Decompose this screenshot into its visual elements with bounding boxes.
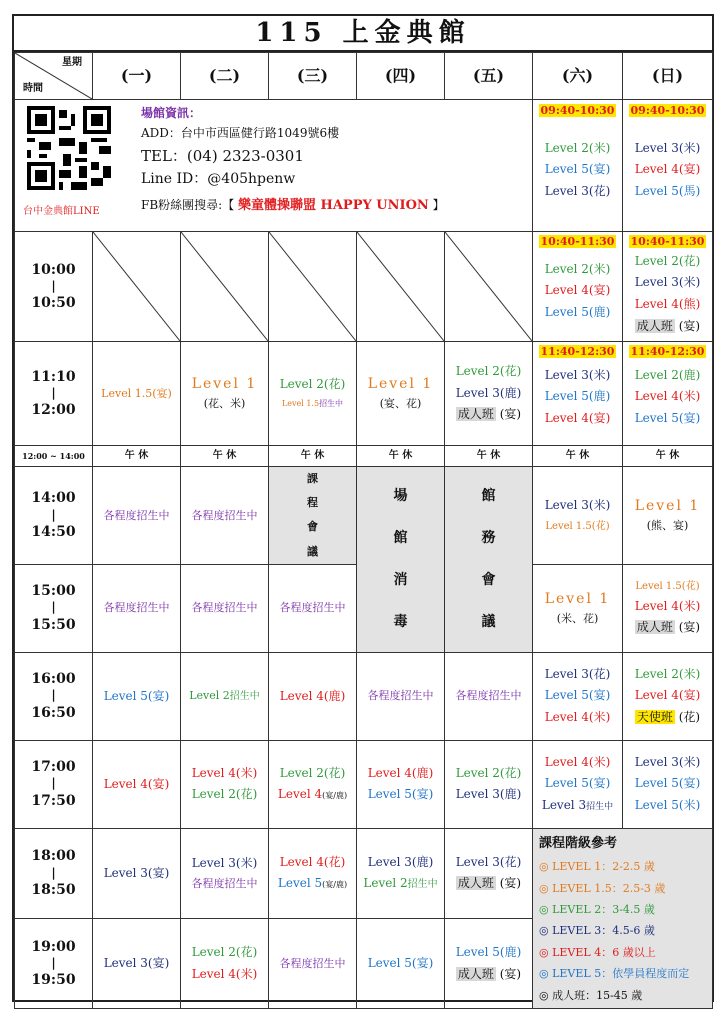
class-entry: Level 1 [191, 375, 258, 392]
class-entry: Level 4(宴) [634, 162, 701, 177]
class-entry: Level 5(宴) [544, 776, 611, 791]
angel-class: 天使班 [636, 710, 673, 725]
sun-1600: Level 2(米) Level 4(宴) 天使班 (花) [623, 652, 713, 740]
class-entry: Level 2(花) [634, 253, 701, 268]
class-entry: Level 3(米) [544, 498, 611, 513]
tue-1700 [181, 740, 269, 828]
day-sun: (日) [623, 53, 713, 100]
class-entry: Level 3(米) [634, 754, 701, 769]
qr-code-icon [27, 106, 111, 190]
fb-search [141, 195, 445, 216]
class-entry: Level 3(鹿) [455, 385, 522, 400]
mon-1900 [93, 918, 181, 1008]
lunch-label: 午 休 [269, 446, 357, 467]
day-tue: (二) [181, 53, 269, 100]
class-entry: Level 5(馬) [634, 183, 701, 198]
wed-1600 [269, 652, 357, 740]
day-sat: (六) [533, 53, 623, 100]
level-ref-item: ◎ LEVEL 3：4.5-6 歲 [539, 924, 655, 938]
class-entry: Level 1.5(花) [635, 580, 700, 592]
telephone: TEL：(04) 2323-0301 [141, 146, 304, 165]
row-1110 [15, 342, 713, 446]
thu-1800: Level 3(鹿) Level 2招生中 [357, 828, 445, 918]
schedule-sheet [12, 14, 714, 1002]
venue-info [15, 100, 533, 232]
class-entry: Level 5(宴) [367, 956, 434, 971]
class-entry: Level 4(宴) [103, 776, 170, 791]
row-1800 [15, 828, 713, 918]
recruiting: 各程度招生中 [93, 467, 181, 565]
empty-cell [93, 232, 181, 342]
slot-label: 10:40-11:30 [630, 235, 705, 248]
venue-disinfection: 場 館 消 毒 [357, 467, 445, 653]
adult-class: 成人班 [457, 966, 494, 981]
day-fri: (五) [445, 53, 533, 100]
line-id: Line ID：@405hpenw [141, 171, 296, 188]
sun-1400: Level 1 (熊、宴) [623, 467, 713, 565]
class-entry: Level 3(米) [634, 275, 701, 290]
time-1110: 11:10 | 12:00 [15, 342, 93, 446]
level-ref-item: ◎ LEVEL 4：6 歲以上 [539, 945, 656, 959]
fri-1110: Level 2(花) Level 3(鹿) 成人班 (宴) [445, 342, 533, 446]
row-1000 [15, 232, 713, 342]
recruiting: 各程度招生中 [181, 564, 269, 652]
recruiting: 各程度招生中 [357, 652, 445, 740]
adult-class: 成人班 [457, 407, 494, 422]
class-entry: Level 4(宴) [544, 283, 611, 298]
fri-1700 [445, 740, 533, 828]
lunch-label: 午 休 [533, 446, 623, 467]
class-entry: Level 2(米) [634, 666, 701, 681]
class-entry: Level 3(花) [544, 666, 611, 681]
class-entry: Level 3(米) [191, 855, 258, 870]
sun-1040: 10:40-11:30 Level 2(花) Level 3(米) Level 4(熊) 成人班 (宴) [623, 232, 713, 342]
class-entry: Level 1 [544, 590, 611, 607]
adult-class: 成人班 [636, 318, 673, 333]
level-ref-item: ◎ LEVEL 5：依學員程度而定 [539, 967, 690, 981]
level-ref-item: ◎ LEVEL 1：2-2.5 歲 [539, 860, 655, 874]
class-entry: Level 3(宴) [103, 865, 170, 880]
time-1000: 10:00 | 10:50 [15, 232, 93, 342]
class-entry: Level 1.5(宴) [101, 386, 172, 400]
class-entry: Level 1 [634, 497, 701, 514]
address: ADD：台中市西區健行路1049號6樓 [141, 125, 340, 140]
fb-prefix: FB粉絲團搜尋:【 [141, 198, 235, 213]
fb-suffix: 】 [432, 198, 445, 213]
time-1800: 18:00 | 18:50 [15, 828, 93, 918]
row-1600 [15, 652, 713, 740]
class-entry: Level 3(宴) [103, 956, 170, 971]
recruiting: 各程度招生中 [269, 918, 357, 1008]
class-entry: Level 5(米) [634, 798, 701, 813]
page-title: 115 上金典館 [14, 16, 712, 52]
class-entry: Level 5(宴) [634, 410, 701, 425]
class-entry: Level 2(花) [279, 377, 346, 392]
class-entry: Level 1 [367, 375, 434, 392]
sat-1500: Level 1 (米、花) [533, 564, 623, 652]
time-1900: 19:00 | 19:50 [15, 918, 93, 1008]
class-entry: Level 3(鹿) [455, 787, 522, 802]
venue-details [141, 104, 445, 217]
slot-label: 10:40-11:30 [540, 235, 615, 248]
qr-label: 台中金典館LINE [23, 206, 100, 217]
lunch-row [15, 446, 713, 467]
empty-cell [357, 232, 445, 342]
class-entry: Level 5(鹿) [544, 304, 611, 319]
level-reference-title: 課程階級參考 [539, 835, 618, 851]
level-ref-item: ◎ LEVEL 2：3-4.5 歲 [539, 902, 655, 916]
lunch-label: 午 休 [93, 446, 181, 467]
class-entry: Level 4(米) [544, 754, 611, 769]
class-entry: Level 4(米) [544, 710, 611, 725]
class-entry: Level 3(鹿) [367, 854, 434, 869]
tue-1800 [181, 828, 269, 918]
recruiting: 各程度招生中 [93, 564, 181, 652]
class-entry: Level 3(花) [455, 854, 522, 869]
recruiting: 各程度招生中 [269, 564, 357, 652]
diagonal-line [357, 232, 444, 341]
sun-1500: Level 1.5(花) Level 4(米) 成人班 (宴) [623, 564, 713, 652]
class-entry: Level 2(米) [544, 140, 611, 155]
level-reference [533, 828, 713, 1008]
mon-1110 [93, 342, 181, 446]
thu-1900 [357, 918, 445, 1008]
sun-1140 [623, 342, 713, 446]
lunch-label: 午 休 [623, 446, 713, 467]
empty-cell [445, 232, 533, 342]
recruiting: 各程度招生中 [445, 652, 533, 740]
info-row [15, 100, 713, 232]
sun-1700 [623, 740, 713, 828]
row-1400 [15, 467, 713, 565]
staff-meeting: 館 務 會 議 [445, 467, 533, 653]
day-thu: (四) [357, 53, 445, 100]
time-1500: 15:00 | 15:50 [15, 564, 93, 652]
time-1700: 17:00 | 17:50 [15, 740, 93, 828]
class-entry: Level 4(米) [634, 389, 701, 404]
sat-0940 [533, 100, 623, 232]
day-mon: (一) [93, 53, 181, 100]
sat-1400 [533, 467, 623, 565]
tue-1110: Level 1 (花、米) [181, 342, 269, 446]
empty-cell [269, 232, 357, 342]
recruiting: 各程度招生中 [191, 877, 258, 891]
level-ref-item: ◎ LEVEL 1.5：2.5-3 歲 [539, 881, 666, 895]
class-entry: Level 4(熊) [634, 296, 701, 311]
class-entry: Level 3(米) [634, 140, 701, 155]
class-entry: Level 5(宴) [103, 688, 170, 703]
sat-1700: Level 4(米) Level 5(宴) Level 3招生中 [533, 740, 623, 828]
day-wed: (三) [269, 53, 357, 100]
class-entry: Level 4(鹿) [367, 765, 434, 780]
class-entry: Level 4(鹿) [279, 688, 346, 703]
adult-class: 成人班 [457, 876, 494, 891]
schedule-table [14, 52, 713, 1009]
adult-class: 成人班 [636, 620, 673, 635]
class-entry: Level 4(米) [191, 765, 258, 780]
row-1700 [15, 740, 713, 828]
slot-label: 09:40-10:30 [540, 104, 615, 117]
weekday-label: 星期 [62, 57, 82, 68]
class-entry: Level 2(鹿) [634, 367, 701, 382]
header-row [15, 53, 713, 100]
sat-1040 [533, 232, 623, 342]
class-entry: Level 2(花) [279, 765, 346, 780]
lunch-label: 午 休 [357, 446, 445, 467]
diagonal-line [93, 232, 180, 341]
sat-1140 [533, 342, 623, 446]
sun-0940 [623, 100, 713, 232]
class-entry: Level 5(宴) [544, 688, 611, 703]
class-entry: Level 4(米) [191, 966, 258, 981]
wed-1800: Level 4(花) Level 5(宴/鹿) [269, 828, 357, 918]
class-entry: Level 5(鹿) [455, 944, 522, 959]
fri-1900: Level 5(鹿) 成人班 (宴) [445, 918, 533, 1008]
thu-1110: Level 1 (宴、花) [357, 342, 445, 446]
lunch-label: 午 休 [445, 446, 533, 467]
tue-1600: Level 2招生中 [181, 652, 269, 740]
time-1600: 16:00 | 16:50 [15, 652, 93, 740]
lunch-label: 午 休 [181, 446, 269, 467]
diagonal-line [181, 232, 268, 341]
class-entry: Level 5(宴) [544, 162, 611, 177]
fb-page-name: 樂童體操聯盟 HAPPY UNION [238, 198, 429, 214]
class-entry: Level 5(宴) [367, 787, 434, 802]
wed-1700: Level 2(花) Level 4(宴/鹿) [269, 740, 357, 828]
level-ref-item: ◎ 成人班：15-45 歲 [539, 988, 643, 1002]
wed-1110: Level 2(花) Level 1.5招生中 [269, 342, 357, 446]
time-label: 時間 [23, 82, 43, 94]
class-entry: Level 2(花) [191, 787, 258, 802]
empty-cell [181, 232, 269, 342]
mon-1700 [93, 740, 181, 828]
class-entry: Level 4(宴) [544, 410, 611, 425]
tue-1900 [181, 918, 269, 1008]
class-entry: Level 3(米) [544, 367, 611, 382]
course-meeting: 課 程 會 議 [269, 467, 357, 565]
class-entry: Level 2(米) [544, 261, 611, 276]
diagonal-line [445, 232, 532, 341]
corner-cell [15, 53, 93, 100]
class-entry: Level 2(花) [191, 944, 258, 959]
mon-1800 [93, 828, 181, 918]
slot-label: 11:40-12:30 [540, 345, 615, 358]
slot-label: 09:40-10:30 [630, 104, 705, 117]
class-entry: Level 4(花) [279, 854, 346, 869]
slot-label: 11:40-12:30 [630, 345, 705, 358]
class-entry: Level 4(宴) [634, 688, 701, 703]
class-entry: Level 3(花) [544, 183, 611, 198]
fri-1800: Level 3(花) 成人班 (宴) [445, 828, 533, 918]
mon-1600 [93, 652, 181, 740]
diagonal-line [269, 232, 356, 341]
recruiting: 各程度招生中 [181, 467, 269, 565]
class-entry: Level 1.5(花) [545, 521, 610, 533]
class-entry: Level 5(宴) [634, 776, 701, 791]
info-heading: 場館資訊： [141, 106, 202, 120]
time-1400: 14:00 | 14:50 [15, 467, 93, 565]
sat-1600 [533, 652, 623, 740]
thu-1700 [357, 740, 445, 828]
class-entry: Level 2(花) [455, 364, 522, 379]
class-entry: Level 5(鹿) [544, 389, 611, 404]
class-entry: Level 4(米) [634, 598, 701, 613]
lunch-time: 12:00 ~ 14:00 [15, 446, 93, 467]
class-entry: Level 2(花) [455, 765, 522, 780]
